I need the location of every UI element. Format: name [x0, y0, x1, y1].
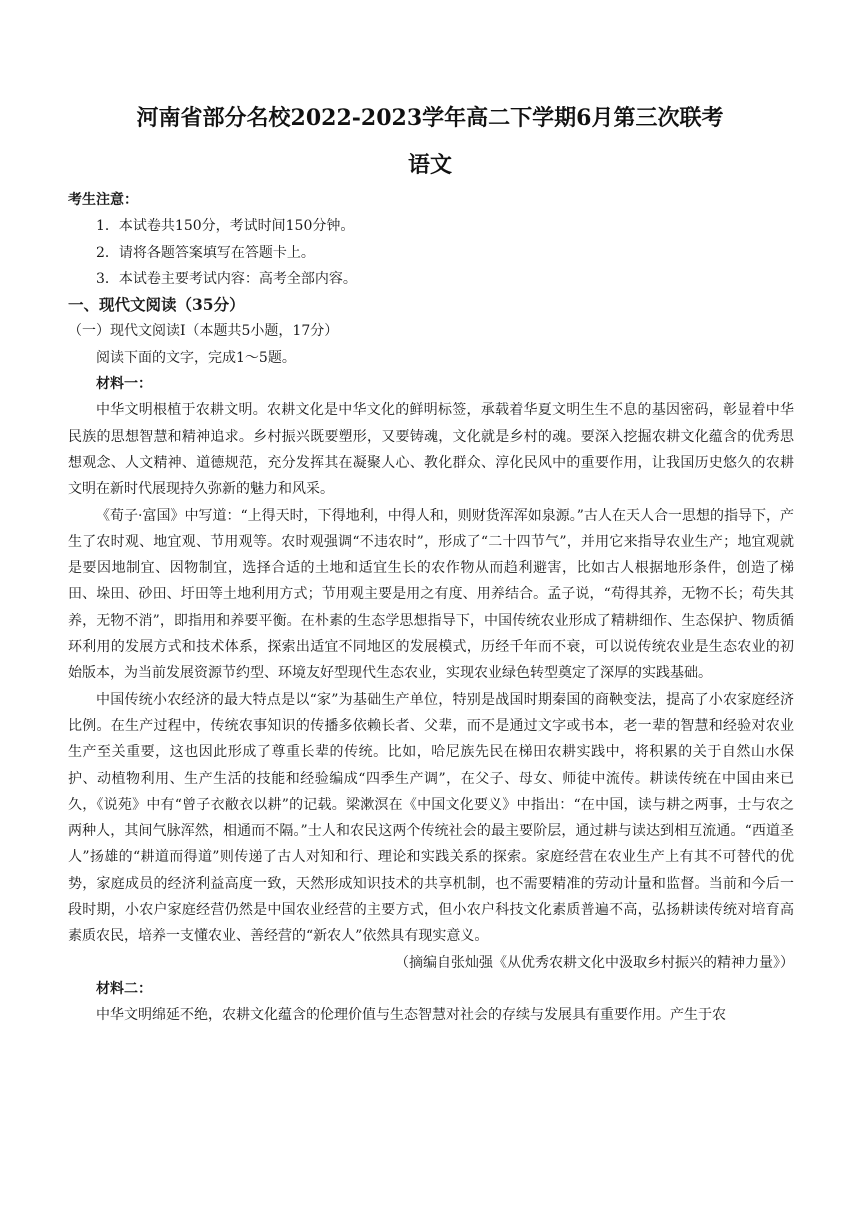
section-heading: 一、现代文阅读（35分）	[68, 295, 245, 315]
reading-instruction: 阅读下面的文字，完成1～5题。	[96, 349, 296, 366]
notice-item-2: 2．请将各题答案填写在答题卡上。	[96, 244, 315, 261]
material-1-paragraph: 中国传统小农经济的最大特点是以“家”为基础生产单位，特别是战国时期秦国的商鞅变法，提高了小农家庭经济比例。在生产过程中，传统农事知识的传播多依赖长者、父辈，而不是通过文字或书本，老一辈的智慧和经验对农业生产至关重要，这也因此形成了尊重长辈的传统。比如，哈尼族先民在梯田农耕实践中，将积累的关于自然山水保护、动植物利用、生产生活的技能和经验编成“四季生产调”，在父子、母女、师徒中流传。耕读传统在中国由来已久，《说苑》中有“曾子衣敝衣以耕”的记载。梁漱溟在《中国文化要义》中指出：“在中国，读与耕之两事，士与农之两种人，其间气脉浑然，相通而不隔。”士人和农民这两个传统社会的最主要阶层，通过耕与读达到相互流通。“西道圣人”扬雄的“耕道而得道”则传递了古人对知和行、理论和实践关系的探索。家庭经营在农业生产上有其不可替代的优势，家庭成员的经济利益高度一致，天然形成知识技术的共享机制，也不需要精准的劳动计量和监督。当前和今后一段时期，小农户家庭经营仍然是中国农业经营的主要方式，但小农户科技文化素质普遍不高，弘扬耕读传统对培育高素质农民，培养一支懂农业、善经营的“新农人”依然具有现实意义。	[68, 691, 794, 945]
document-body	[68, 187, 794, 1029]
material-2-paragraph: 中华文明绵延不绝，农耕文化蕴含的伦理价值与生态智慧对社会的存续与发展具有重要作用。产生于农	[96, 1007, 726, 1024]
material-2-label: 材料二：	[96, 980, 152, 997]
notice-item-3: 3．本试卷主要考试内容：高考全部内容。	[96, 270, 357, 287]
material-1-paragraph: 中华文明根植于农耕文明。农耕文化是中华文化的鲜明标签，承载着华夏文明生生不息的基因密码，彰显着中华民族的思想智慧和精神追求。乡村振兴既要塑形，又要铸魂，文化就是乡村的魂。要深入挖掘农耕文化蕴含的优秀思想观念、人文精神、道德规范，充分发挥其在凝聚人心、教化群众、淳化民风中的重要作用，让我国历史悠久的农耕文明在新时代展现持久弥新的魅力和风采。	[68, 402, 794, 498]
material-1-paragraph: 《荀子·富国》中写道：“上得天时，下得地利，中得人和，则财货浑浑如泉源。”古人在天人合一思想的指导下，产生了农时观、地宜观、节用观等。农时观强调“不违农时”，形成了“二十四节气”，并用它来指导农业生产；地宜观就是要因地制宜、因物制宜，选择合适的土地和适宜生长的农作物从而趋利避害，比如古人根据地形条件，创造了梯田、垛田、砂田、圩田等土地利用方式；节用观主要是用之有度、用养结合。孟子说，“苟得其养，无物不长；苟失其养，无物不消”，即指用和养要平衡。在朴素的生态学思想指导下，中国传统农业形成了精耕细作、生态保护、物质循环利用的发展方式和技术体系，探索出适宜不同地区的发展模式，历经千年而不衰，可以说传统农业是生态农业的初始版本，为当前发展资源节约型、环境友好型现代生态农业，实现农业绿色转型奠定了深厚的实践基础。	[68, 507, 794, 682]
exam-title: 河南省部分名校2022-2023学年高二下学期6月第三次联考	[136, 105, 724, 131]
subsection-heading: （一）现代文阅读Ⅰ（本题共5小题，17分）	[68, 323, 339, 340]
notice-heading: 考生注意：	[68, 192, 138, 208]
notice-item-1: 1．本试卷共150分，考试时间150分钟。	[96, 218, 355, 235]
material-1-label: 材料一：	[96, 376, 152, 393]
subject-title: 语文	[407, 152, 452, 178]
material-1-source: （摘编自张灿强《从优秀农耕文化中汲取乡村振兴的精神力量》）	[395, 954, 794, 971]
